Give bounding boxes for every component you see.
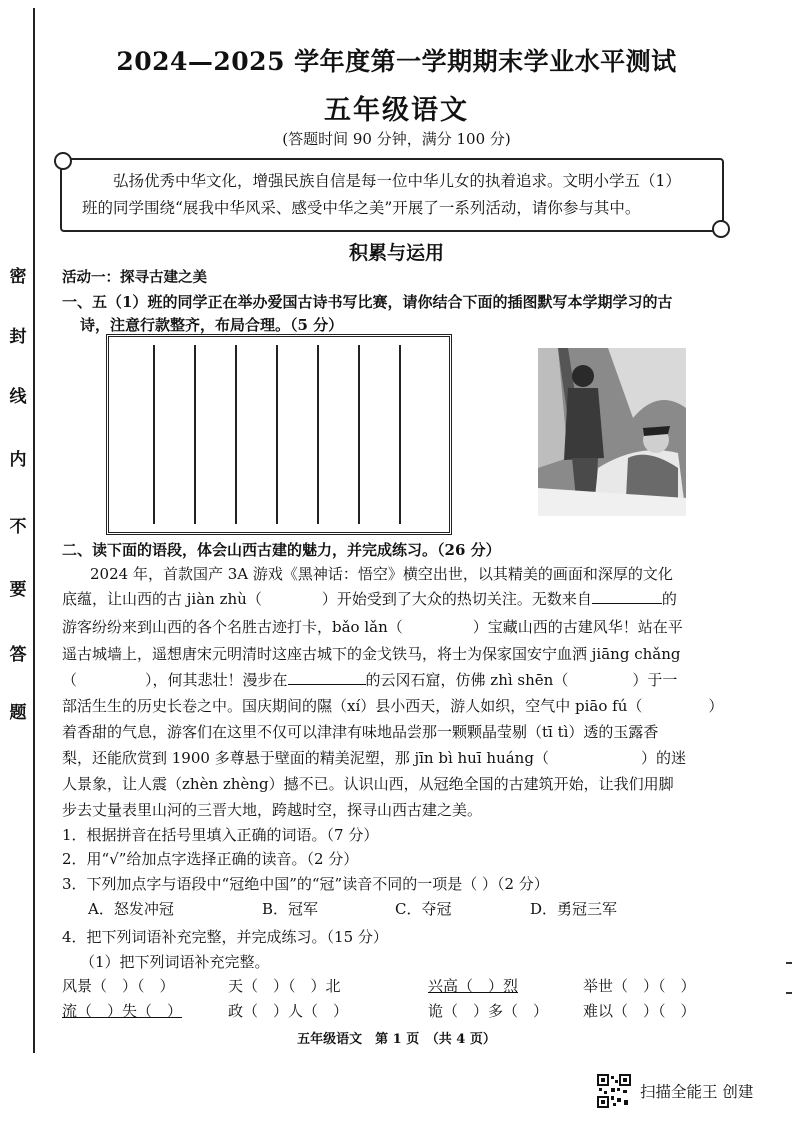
passage-text: 游客纷纷来到山西的各个名胜古迹打卡，bǎo lǎn（ [62, 618, 403, 636]
binding-line [33, 8, 35, 1053]
passage-line [62, 588, 677, 609]
grid-line [235, 345, 237, 524]
passage-line [62, 669, 677, 690]
grid-line [399, 345, 401, 524]
passage-text: （ [62, 671, 78, 689]
binding-char: 不 [9, 517, 27, 537]
option-d[interactable]: D．勇冠三军 [530, 900, 618, 918]
scroll-curl-icon [712, 220, 730, 238]
scroll-curl-icon [54, 152, 72, 170]
question-1-text: 一、五（1）班的同学正在举办爱国古诗书写比赛，请你结合下面的插图默写本学期学习的古 [62, 293, 673, 311]
passage-text: ） [708, 697, 724, 715]
passage-text: ）的迷 [640, 749, 686, 767]
section-title: 积累与运用 [348, 242, 444, 264]
passage-line: 步去丈量表里山河的三晋大地，跨越时空，探寻山西古建之美。 [62, 801, 483, 819]
word-fill-item[interactable]: 风景（ ）（ ） [62, 977, 175, 995]
question-2-3: 3．下列加点字与语段中“冠绝中国”的“冠”读音不同的一项是（ ）（2 分） [62, 875, 549, 893]
intro-line: 弘扬优秀中华文化，增强民族自信是每一位中华儿女的执着追求。文明小学五（1） [113, 172, 681, 190]
passage-line: 人景象，让人震（zhèn zhèng）撼不已。认识山西，从冠绝全国的古建筑开始，让我们用脚 [62, 775, 674, 793]
passage-text: 部活生生的历史长卷之中。国庆期间的隰（xí）县小西天，游人如织，空气中 piāo fú（ [62, 697, 643, 715]
word-fill-item[interactable]: 举世（ ）（ ） [583, 977, 696, 995]
passage-line: 2024 年，首款国产 3A 游戏《黑神话：悟空》横空出世，以其精美的画面和深厚的文化 [90, 565, 673, 583]
word-fill-item[interactable]: 流（ ）失（ ） [62, 1002, 183, 1020]
passage-text: ），何其悲壮！漫步在 [145, 671, 288, 689]
word-fill-item[interactable]: 政（ ）人（ ） [228, 1002, 349, 1020]
poem-illustration [538, 348, 686, 516]
word-fill-item[interactable]: 天（ ）（ ）北 [228, 977, 341, 995]
time-note: (答题时间 90 分钟，满分 100 分) [282, 130, 511, 148]
binding-char: 密 [9, 267, 27, 287]
passage-text: ）于一 [632, 671, 678, 689]
subject-title: 五年级语文 [324, 95, 469, 126]
passage-line: 着香甜的气息，游客们在这里不仅可以津津有味地品尝那一颗颗晶莹剔（tī tì）透的玉露香 [62, 723, 659, 741]
activity-title: 活动一：探寻古建之美 [62, 269, 207, 286]
grid-line [276, 345, 278, 524]
grid-line [317, 345, 319, 524]
option-a[interactable]: A．怒发冲冠 [88, 900, 174, 918]
scan-mark [786, 962, 792, 964]
option-b[interactable]: B．冠军 [262, 900, 319, 918]
option-c[interactable]: C．夺冠 [395, 900, 452, 918]
binding-char: 内 [9, 450, 27, 470]
binding-char: 答 [9, 645, 27, 665]
intro-line: 班的同学围绕“展我中华风采、感受中华之美”开展了一系列活动，请你参与其中。 [82, 199, 641, 217]
poem-writing-grid[interactable] [106, 334, 452, 535]
passage-text: ）宝藏山西的古建风华！站在平 [472, 618, 683, 636]
word-fill-item[interactable]: 兴高（ ）烈 [428, 977, 519, 995]
passage-text: 底蕴，让山西的古 jiàn zhù（ [62, 590, 262, 608]
grid-line [194, 345, 196, 524]
grid-line [153, 345, 155, 524]
exam-title: 2024—2025 学年度第一学期期末学业水平测试 [116, 47, 677, 76]
question-2-2: 2．用“√”给加点字选择正确的读音。（2 分） [62, 850, 359, 868]
word-fill-item[interactable]: 难以（ ）（ ） [583, 1002, 696, 1020]
scan-mark [786, 992, 792, 994]
question-1-text: 诗，注意行款整齐，布局合理。（5 分） [80, 316, 344, 334]
qr-code-icon [597, 1074, 631, 1108]
scanner-watermark: 扫描全能王 创建 [640, 1083, 754, 1101]
passage-line [62, 616, 683, 637]
passage-text: 的 [661, 590, 677, 608]
passage-line [62, 747, 686, 768]
page-footer: 五年级语文 第 1 页 （共 4 页） [297, 1032, 496, 1047]
binding-char: 要 [9, 580, 27, 600]
passage-text: ）开始受到了大众的热切关注。无数来自 [321, 590, 592, 608]
binding-char: 线 [9, 387, 27, 407]
passage-text: 梨，还能欣赏到 1900 多尊悬于壁面的精美泥塑，那 jīn bì huī huáng（ [62, 749, 549, 767]
grid-line [358, 345, 360, 524]
answer-line[interactable] [288, 670, 366, 685]
passage-line: 遥古城墙上，遥想唐宋元明清时这座古城下的金戈铁马，将士为保家国安宁血洒 jiāng chǎng [62, 645, 681, 663]
question-2-1: 1．根据拼音在括号里填入正确的词语。（7 分） [62, 826, 379, 844]
question-2-4-1: （1）把下列词语补充完整。 [80, 953, 270, 971]
binding-char: 题 [9, 703, 27, 723]
question-2-title: 二、读下面的语段，体会山西古建的魅力，并完成练习。（26 分） [62, 541, 501, 559]
answer-line[interactable] [592, 589, 662, 604]
passage-line [62, 695, 723, 716]
question-2-4: 4．把下列词语补充完整，并完成练习。（15 分） [62, 928, 388, 946]
binding-char: 封 [9, 327, 27, 347]
passage-text: 的云冈石窟，仿佛 zhì shēn（ [365, 671, 569, 689]
intro-scroll-box [60, 158, 724, 232]
word-fill-item[interactable]: 诡（ ）多（ ） [428, 1002, 549, 1020]
